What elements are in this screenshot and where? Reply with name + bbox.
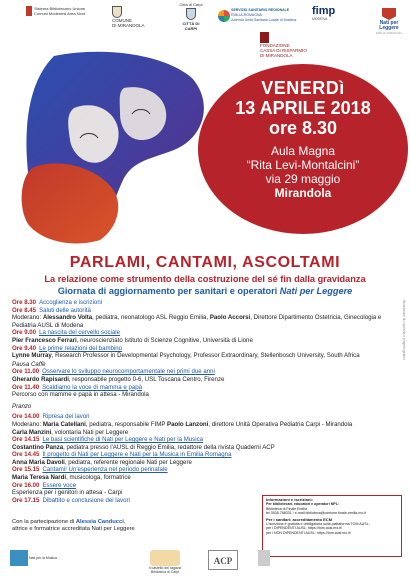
logo-castello-dei-ragazzi: Il castello dei ragazzi Biblioteca di Carpi xyxy=(130,550,200,574)
program-item: Ore 14.15 Le basi scientifiche di Nati per Leggere e Nati per la Musica xyxy=(12,436,204,444)
program-item: Ore 11.40 Scaldiamo la voce di mamma e papà xyxy=(12,383,143,391)
event-time: ore 8.30 xyxy=(268,118,338,138)
program-schedule xyxy=(12,299,396,504)
castello-logo-icon xyxy=(150,550,180,566)
tom-link-employees[interactable]: per i DIPENDENTI AUSL: https://tom.ausl.mo.it/ xyxy=(266,526,343,531)
program-detail: Percorso con mamme e papà in attesa - Mirandola xyxy=(12,391,149,399)
program-detail: Lynne Murray, Research Professor in Developmental Psychology, Professor Extraordinary, Stellenbosch University, South Africa xyxy=(12,352,360,360)
event-date: 13 APRILE 2018 xyxy=(235,98,371,118)
logo-fondazione-cassa-risparmio: FONDAZIONE CASSA DI RISPARMIO DI MIRANDOLA xyxy=(260,32,350,58)
event-venue-line2: “Rita Levi-Montalcini” xyxy=(246,158,360,172)
info-registration-box: Informazioni e iscrizioni: Per bibliotecari, educatori e operatori NPL: Biblioteca di Finale Emilia tel 0535.788331 / e-mail biblioteca@comune.finale-emilia.mo.it Per i sanitari: accreditamento ECM L'iscrizione è gratuita e obbligatoria sulla piattaforma TOM AUSL; per i DIPENDENTI AUSL: https://tom.ausl.mo.it/ per i NON DIPENDENTI AUSL: https://tom.ausl.mo.it/ xyxy=(262,495,402,557)
program-detail: Esperienza per i genitori in attesa - Carpi xyxy=(12,489,123,497)
program-detail: Pier Francesco Ferrari, neuroscienziato Istituto di Scienze Cognitive, Università di Lione xyxy=(12,336,253,344)
program-item: Ore 14.45 Il progetto di Nati per Leggere e Nati per la Musica in Emilia Romagna xyxy=(12,451,232,459)
npl-logo-icon xyxy=(382,8,396,20)
logo-nati-per-la-musica: Nati per la Musica xyxy=(10,550,80,566)
library-system-logo-icon xyxy=(26,6,32,16)
logo-sistema-bibliotecario: Sistema Bibliotecario Unione Comuni Modenesi Area Nord xyxy=(26,6,90,16)
event-day: VENERDì xyxy=(261,78,345,98)
program-detail: Costantino Panza, pediatra presso l'AUSL di Reggio Emilia, redattore della rivista Quaderni ACP xyxy=(12,443,275,451)
program-item: Ore 9.40 Le prime relazioni del bambino xyxy=(12,344,123,352)
program-detail: Carla Manzini, volontaria Nati per Leggere xyxy=(12,428,129,436)
logo-comune-mirandola: COMUNE DI MIRANDOLA xyxy=(112,6,152,28)
program-item: Ore 8.45 Saluti delle autorità xyxy=(12,306,91,314)
side-credit-note: Illustrazione di copertina e progetto grafico xyxy=(402,300,406,361)
library-contact-link[interactable]: tel 0535.788331 / e-mail biblioteca@comune.finale-emilia.mo.it xyxy=(266,511,367,516)
event-venue-city: Mirandola xyxy=(274,186,332,200)
program-item: Ore 9.00 La nascita del cervello sociale xyxy=(12,329,121,337)
page-subtitle: La relazione come strumento della costruzione del sé fin dalla gravidanza xyxy=(44,274,366,284)
program-detail: Moderano: Alessandro Volta, pediatra, neonatologo ASL Reggio Emilia, Paolo Accorsi, Direttore Dipartimento Ostetricia, Ginecologia e xyxy=(12,314,382,322)
page-title: PARLAMI, CANTAMI, ASCOLTAMI xyxy=(69,254,341,271)
fondazione-logo-icon xyxy=(260,32,269,43)
carpi-footer-crest-icon xyxy=(258,550,270,566)
program-break-coffee: Pausa Caffè xyxy=(12,360,46,368)
carpi-crest-icon xyxy=(186,8,196,20)
program-detail: Anna Maria Davoli, pediatra, referente regionale Nati per Leggere xyxy=(12,458,192,466)
logo-nati-per-leggere: Nati per Leggere EMILIA-ROMAGNA xyxy=(374,8,404,46)
event-venue-line1: Aula Magna xyxy=(270,144,336,158)
npm-logo-icon xyxy=(10,550,28,566)
participation-note: Con la partecipazione di Alessia Canducci, attrice e formatrice accreditata Nati per Leggere xyxy=(12,519,135,532)
program-item: Ore 11.00 Osservare lo sviluppo neurocomportamentale nei primi due anni xyxy=(12,368,215,376)
logo-acp: ACP xyxy=(208,550,248,570)
logo-citta-di-carpi: Città di Carpi CITTÀ DI CARPI xyxy=(179,2,203,31)
event-date-oval xyxy=(198,64,408,234)
program-detail: Pediatria AUSL di Modena xyxy=(12,321,84,329)
logo-servizio-sanitario: SERVIZIO SANITARIO REGIONALE EMILIA-ROMAGNA Azienda Unità Sanitaria Locale di Modena xyxy=(218,8,308,23)
logo-fimp: fimp MODENA xyxy=(312,5,336,21)
tom-link-non-employees[interactable]: per i NON DIPENDENTI AUSL: https://tom.ausl.mo.it/ xyxy=(266,530,352,535)
program-item: Ore 14.00 Ripresa dei lavori xyxy=(12,413,90,421)
ssr-logo-icon xyxy=(218,10,230,22)
program-detail: Moderano: Maria Catellani, pediatra, responsabile FIMP Paolo Lanzoni, direttore Unità Operativa Pediatria Carpi - Mirandola xyxy=(12,420,353,428)
program-item: Ore 15.15 Cantami! Un'esperienza nel periodo perinatale xyxy=(12,466,168,474)
program-break-lunch: Pranzo xyxy=(12,402,32,410)
program-item: Ore 8.30 Accoglienza e iscrizioni xyxy=(12,299,103,306)
program-item: Ore 16.00 Essere voce xyxy=(12,481,76,489)
mirandola-crest-icon xyxy=(112,6,122,18)
program-detail: Gherardo Rapisardi, responsabile progetto 0-6, USL Toscana Centro, Firenze xyxy=(12,375,225,383)
page-subtitle-2: Giornata di aggiornamento per sanitari e operatori Nati per Leggere xyxy=(57,286,353,296)
footer-logos xyxy=(0,550,410,578)
logo-carpi-footer xyxy=(258,550,288,566)
event-venue-line3: via 29 maggio xyxy=(265,172,341,186)
program-item: Ore 17.15 Dibattito e conclusione dei lavori xyxy=(12,496,130,504)
program-detail: Maria Teresa Nardi, musicologa, formatrice xyxy=(12,474,131,482)
